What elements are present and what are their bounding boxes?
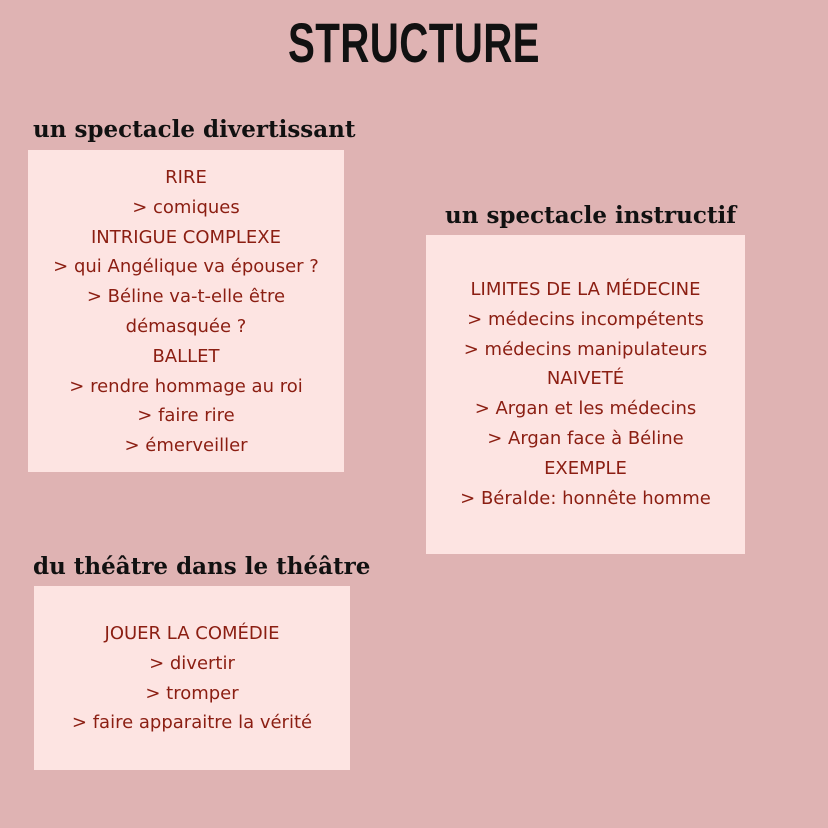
heading-spectacle-divertissant: un spectacle divertissant bbox=[33, 116, 356, 143]
box-line: > médecins manipulateurs bbox=[463, 338, 708, 360]
box-line: > Béline va-t-elle être bbox=[86, 286, 286, 308]
box-line: NAIVETÉ bbox=[546, 368, 625, 390]
page-title: STRUCTURE bbox=[288, 11, 540, 74]
box-line: EXEMPLE bbox=[544, 457, 627, 479]
box-line: INTRIGUE COMPLEXE bbox=[90, 226, 282, 248]
box-spectacle-divertissant bbox=[28, 150, 344, 472]
box-line: > qui Angélique va épouser ? bbox=[53, 256, 319, 278]
heading-theatre-dans-le-theatre: du théâtre dans le théâtre bbox=[33, 553, 371, 580]
box-line: > comiques bbox=[132, 196, 240, 218]
box-line: démasquée ? bbox=[125, 315, 247, 337]
box-line: > médecins incompétents bbox=[467, 308, 704, 330]
box-line: JOUER LA COMÉDIE bbox=[104, 623, 280, 644]
box-line: > rendre hommage au roi bbox=[69, 375, 303, 397]
box-line: > tromper bbox=[145, 682, 239, 704]
box-line: > Argan face à Béline bbox=[487, 427, 684, 449]
box-spectacle-instructif bbox=[426, 235, 745, 554]
heading-spectacle-instructif: un spectacle instructif bbox=[445, 202, 737, 229]
box-line: > émerveiller bbox=[124, 435, 248, 457]
box-line: > faire apparaitre la vérité bbox=[71, 712, 313, 734]
box-line: > faire rire bbox=[137, 405, 235, 427]
box-line: > Béralde: honnête homme bbox=[460, 487, 711, 509]
box-theatre-dans-le-theatre bbox=[34, 586, 350, 770]
box-line: RIRE bbox=[165, 167, 207, 188]
box-line: > divertir bbox=[149, 652, 235, 674]
box-line: LIMITES DE LA MÉDECINE bbox=[470, 279, 701, 300]
box-line: > Argan et les médecins bbox=[474, 398, 697, 420]
box-line: BALLET bbox=[152, 345, 220, 367]
